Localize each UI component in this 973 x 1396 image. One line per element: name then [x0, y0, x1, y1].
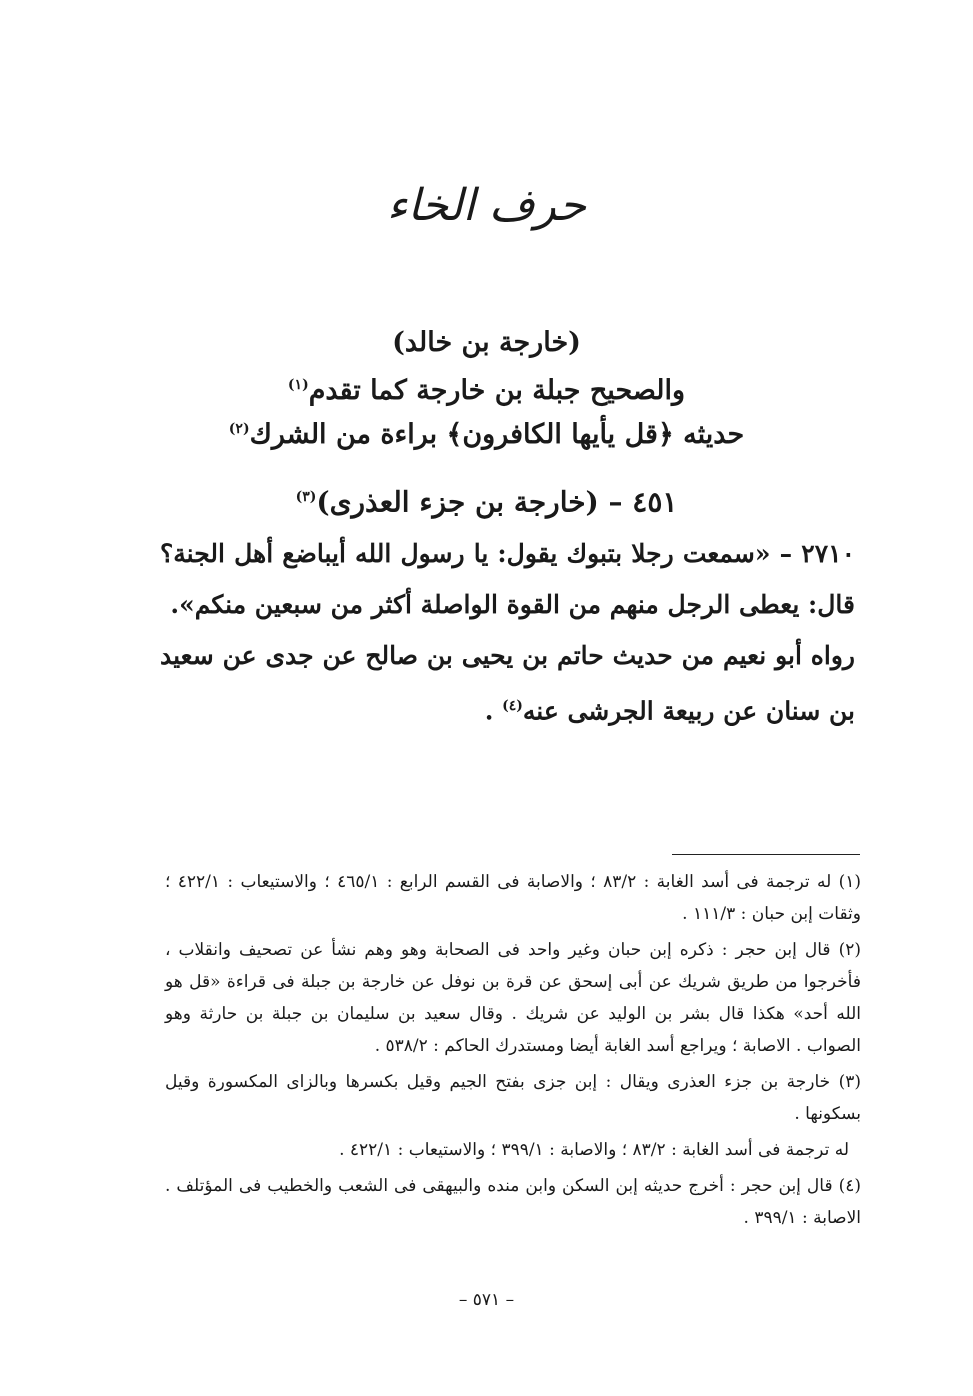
footnote-divider [672, 854, 860, 855]
footnote-3: (٣) خارجة بن جزء العذرى ويقال : إبن جزى بفتح الجيم وقيل بكسرها وبالزاى المكسورة وقيل بسكونها . [165, 1072, 861, 1124]
entry-heading-correction [120, 364, 853, 412]
hadith-block [160, 528, 855, 736]
footnote-1: (١) له ترجمة فى أسد الغابة : ٨٣/٢ ؛ والاصابة فى القسم الرابع : ٤٦٥/١ ؛ والاستيعاب : ٤٢٢/١ ؛ وثقات إبن حبان : ١١١/٣ . [165, 872, 862, 924]
entry-heading-hadith-ref [120, 408, 853, 456]
hadith-narration-end: . [484, 696, 503, 726]
chapter-title: حرف الخاء [386, 180, 587, 231]
entry-heading-451-text: ٤٥١ – (خارجة بن جزء العذرى) [316, 485, 678, 519]
footnote-ref-4[interactable]: (٤) [502, 698, 523, 714]
hadith-narration [160, 630, 855, 736]
entry-heading-hadith-ref-text: حديثه ﴿قل يأيها الكافرون﴾ براءة من الشرك [249, 419, 745, 450]
footnote-3-sources: له ترجمة فى أسد الغابة : ٨٣/٢ ؛ والاصابة : ٣٩٩/١ ؛ والاستيعاب : ٤٢٢/١ . [339, 1140, 849, 1160]
hadith-narration-text: رواه أبو نعيم من حديث حاتم بن يحيى بن صالح عن جدى عن سعيد بن سنان عن ربيعة الجرشى عنه [160, 641, 855, 726]
footnote-ref-2[interactable]: (٢) [228, 421, 250, 437]
footnote-2: (٢) قال إبن حجر : ذكره إبن حبان وغير واحد فى الصحابة وهو وهم نشأ عن تصحيف وانقلاب ، فأخرجوا من طريق شريك عن أبى إسحق عن قرة بن نوفل عن خارجة بن جبلة فى قراءة «قل هو الله أحد» هكذا قال بشر بن الوليد عن شريك . وقال سعيد بن سليمان بن جبلة بن حارثة وهو الصواب . الاصابة ؛ ويراجع أسد الغابة أيضا ومستدرك الحاكم : ٥٣٨/٢ . [165, 940, 861, 1056]
footnotes [165, 866, 861, 1238]
entry-heading-name: (خارجة بن خالد) [392, 327, 581, 358]
entry-heading-451 [120, 476, 853, 523]
page-number: – ٥٧١ – [458, 1290, 515, 1310]
footnote-ref-3[interactable]: (٣) [295, 489, 317, 505]
entry-heading-correction-text: والصحيح جبلة بن خارجة كما تقدم [308, 375, 686, 406]
footnote-4: (٤) قال إبن حجر : أخرج حديثه إبن السكن وابن منده والبيهقى فى الشعب والخطيب فى المؤتلف . الاصابة : ٣٩٩/١ . [165, 1176, 861, 1228]
footnote-ref-1[interactable]: (١) [287, 377, 309, 393]
hadith-text: ٢٧١٠ – «سمعت رجلا بتبوك يقول: يا رسول الله أيباضع أهل الجنة؟ قال: يعطى الرجل منهم من القوة الواصلة أكثر من سبعين منكم». [160, 539, 855, 619]
